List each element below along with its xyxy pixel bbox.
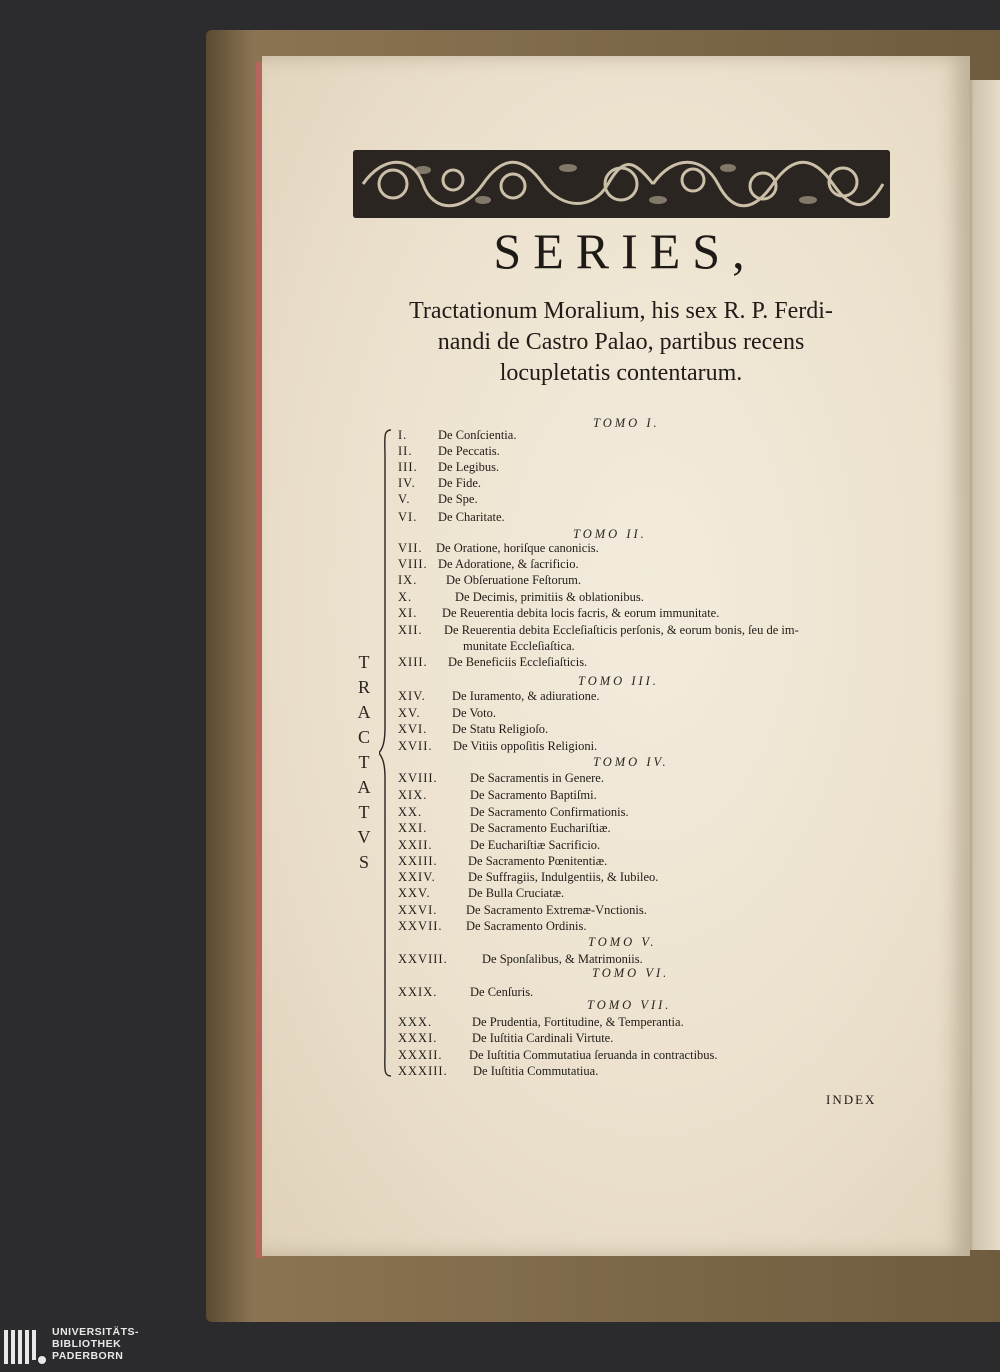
tractatus-number: X. — [398, 590, 413, 604]
tractatus-number: XVIII. — [398, 771, 438, 785]
tractatus-number: VI. — [398, 510, 418, 524]
tractatus-title-continuation: munitate Eccleſiaſtica. — [463, 639, 575, 653]
side-letter: A — [357, 777, 371, 797]
tractatus-title: De Sacramento Euchariſtiæ. — [470, 821, 611, 835]
tractatus-number: XXIV. — [398, 870, 436, 884]
tractatus-title: De Conſcientia. — [438, 428, 517, 442]
tractatus-title: De Sponſalibus, & Matrimoniis. — [482, 952, 643, 966]
side-letter: V — [357, 827, 371, 847]
tractatus-title: De Legibus. — [438, 460, 500, 474]
tractatus-title: De Iuſtitia Commutatiua. — [473, 1064, 599, 1078]
tractatus-title: De Adoratione, & ſacrificio. — [438, 557, 579, 571]
tractatus-title: De Vitiis oppoſitis Religioni. — [453, 739, 598, 753]
tractatus-number: XXVII. — [398, 919, 443, 933]
tractatus-number: I. — [398, 428, 408, 442]
tractatus-number: XXV. — [398, 886, 431, 900]
tomo-heading: TOMO VII. — [587, 998, 672, 1012]
tomo-heading: TOMO I. — [593, 416, 660, 430]
page-title: SERIES, — [493, 223, 757, 279]
tractatus-title: De Sacramento Ordinis. — [466, 919, 587, 933]
tractatus-number: XXVIII. — [398, 952, 448, 966]
catchword: INDEX — [826, 1092, 877, 1107]
tractatus-title: De Spe. — [438, 492, 478, 506]
tractatus-number: VII. — [398, 541, 423, 555]
tractatus-number: XIX. — [398, 788, 428, 802]
library-footer-bar — [0, 1322, 1000, 1372]
tractatus-title: De Beneficiis Eccleſiaſticis. — [448, 655, 588, 669]
tractatus-number: XXIII. — [398, 854, 438, 868]
tractatus-number: XXXI. — [398, 1031, 438, 1045]
library-name-line: PADERBORN — [52, 1350, 124, 1362]
tractatus-title: De Euchariſtiæ Sacrificio. — [470, 838, 601, 852]
tractatus-number: XX. — [398, 805, 423, 819]
page-subtitle — [346, 296, 896, 389]
tractatus-title: De Sacramentis in Genere. — [470, 771, 604, 785]
tractatus-title: De Decimis, primitiis & oblationibus. — [455, 590, 644, 604]
tractatus-number: XXVI. — [398, 903, 438, 917]
library-name-line: BIBLIOTHEK — [52, 1338, 122, 1350]
tractatus-number: V. — [398, 492, 411, 506]
tractatus-number: IV. — [398, 476, 416, 490]
tractatus-title: De Reuerentia debita locis facris, & eorum immunitate. — [442, 606, 720, 620]
tractatus-number: XXI. — [398, 821, 428, 835]
library-name-line: UNIVERSITÄTS- — [52, 1326, 140, 1338]
decorative-headpiece — [353, 150, 890, 218]
tractatus-number: XVII. — [398, 739, 433, 753]
tractatus-title: De Prudentia, Fortitudine, & Temperantia. — [472, 1015, 684, 1029]
tractatus-number: VIII. — [398, 557, 428, 571]
side-label — [354, 650, 374, 875]
tractatus-title: De Reuerentia debita Eccleſiaſticis perſonis, & eorum bonis, ſeu de im- — [444, 623, 799, 637]
tractatus-title: De Sacramento Extremæ-Vnctionis. — [466, 903, 647, 917]
subtitle-line: nandi de Castro Palao, partibus recens — [437, 329, 805, 355]
tractatus-title: De Iuramento, & adiuratione. — [452, 689, 600, 703]
library-name — [52, 1326, 139, 1362]
side-letter: T — [358, 652, 370, 672]
tractatus-title: De Sacramento Baptiſmi. — [470, 788, 597, 802]
tractatus-number: XXXII. — [398, 1048, 443, 1062]
brace-mark — [379, 428, 393, 1078]
tractatus-number: XI. — [398, 606, 418, 620]
tractatus-number: XXX. — [398, 1015, 433, 1029]
tractatus-number: II. — [398, 444, 413, 458]
side-letter: R — [357, 677, 370, 697]
tractatus-number: XII. — [398, 623, 423, 637]
side-letter: T — [358, 802, 370, 822]
tractatus-number: XIII. — [398, 655, 428, 669]
tractatus-number: XXII. — [398, 838, 433, 852]
tractatus-title: De Peccatis. — [438, 444, 500, 458]
tractatus-title: De Cenſuris. — [470, 985, 534, 999]
tomo-heading: TOMO V. — [588, 935, 657, 949]
tomo-heading: TOMO IV. — [593, 755, 669, 769]
tractatus-title: De Bulla Cruciatæ. — [468, 886, 565, 900]
tractatus-number: IX. — [398, 573, 418, 587]
tractatus-number: III. — [398, 460, 418, 474]
tractatus-number: XXIX. — [398, 985, 438, 999]
subtitle-line: locupletatis contentarum. — [499, 360, 743, 386]
tractatus-title: De Sacramento Confirmationis. — [470, 805, 629, 819]
tomo-heading: TOMO VI. — [592, 966, 670, 980]
tractatus-title: De Charitate. — [438, 510, 505, 524]
tractatus-title: De Sacramento Pœnitentiæ. — [468, 854, 608, 868]
library-logo-icon — [2, 1326, 48, 1368]
tomo-heading: TOMO II. — [573, 527, 647, 541]
side-letter: A — [357, 702, 371, 722]
tractatus-title: De Iuſtitia Cardinali Virtute. — [472, 1031, 614, 1045]
tractatus-title: De Oratione, horiſque canonicis. — [436, 541, 599, 555]
tractatus-title: De Statu Religioſo. — [452, 722, 549, 736]
subtitle-line: Tractationum Moralium, his sex R. P. Ferdi- — [409, 298, 833, 324]
side-letter: T — [358, 752, 370, 772]
tractatus-title: De Iuſtitia Commutatiua ſeruanda in contractibus. — [469, 1048, 718, 1062]
tractatus-title: De Voto. — [452, 706, 496, 720]
tomo-heading: TOMO III. — [578, 674, 659, 688]
tractatus-number: XIV. — [398, 689, 426, 703]
tractatus-number: XVI. — [398, 722, 428, 736]
tractatus-title: De Obſeruatione Feſtorum. — [446, 573, 582, 587]
tractatus-title: De Suffragiis, Indulgentiis, & Iubileo. — [468, 870, 659, 884]
tractatus-title: De Fide. — [438, 476, 482, 490]
side-letter: C — [357, 727, 370, 747]
tractatus-number: XV. — [398, 706, 421, 720]
side-letter: S — [358, 852, 369, 872]
tractatus-number: XXXIII. — [398, 1064, 448, 1078]
